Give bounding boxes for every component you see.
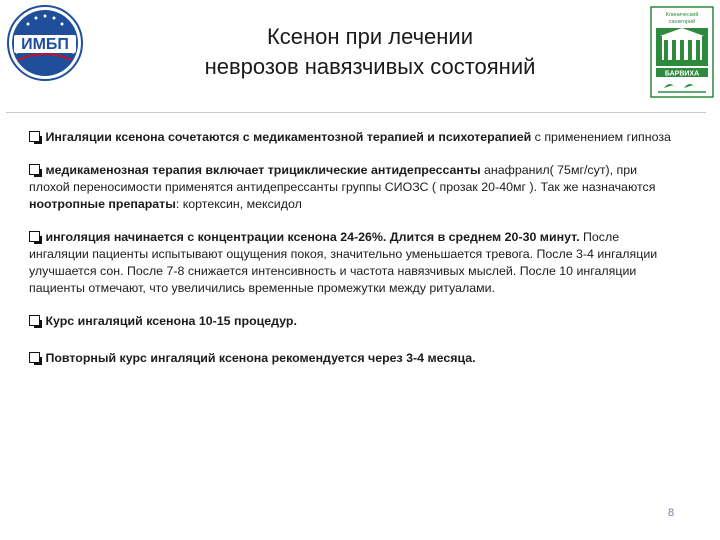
page-number: 8 <box>668 507 675 519</box>
paragraph-2-text-1: анафранил( 75мг/сут), при плохой переносимости применятся антидепрессанты группы СИОЗС ( прозак 20-40мг ). Так же назначаются <box>29 163 656 194</box>
paragraph-1-rest: с применением гипноза <box>531 130 671 144</box>
paragraph-5-bold: Повторный курс ингаляций ксенона рекомендуется через 3-4 месяца. <box>45 351 476 365</box>
paragraph-1-bold: Ингаляции ксенона сочетаются с медикаментозной терапией и психотерапией <box>45 130 532 144</box>
barvikha-logo-icon <box>650 6 714 98</box>
checkbox-bullet-icon <box>29 131 40 142</box>
slide-content <box>29 129 679 383</box>
paragraph-3-rest: После ингаляции пациенты испытывают ощущения покоя, значительно уменьшается тревога. После 3-4 ингаляции улучшается сон. После 7-8 снижается интенсивность и частота навязчивых мыслей. После 10 ингаляции пациенты отмечают, что увеличились временные промежутки между ритуалами. <box>29 230 658 295</box>
paragraph-4-bold: Курс ингаляций ксенона 10-15 процедур. <box>45 314 297 328</box>
barvikha-logo-text: БАРВИХА <box>664 70 700 78</box>
paragraph-3 <box>29 229 679 297</box>
paragraph-3-bold: инголяция начинается с концентрации ксенона 24-26%. Длится в среднем 20-30 минут. <box>45 230 580 244</box>
paragraph-2 <box>29 162 679 213</box>
paragraph-2-bold-2: ноотропные препараты <box>29 197 176 211</box>
checkbox-bullet-icon <box>29 315 40 326</box>
checkbox-bullet-icon <box>29 352 40 363</box>
paragraph-1 <box>29 129 679 146</box>
slide-title <box>150 22 590 82</box>
slide-title-line1: Ксенон при лечении <box>266 24 473 49</box>
imbp-logo-text: ИМБП <box>21 36 69 53</box>
title-divider <box>6 112 706 113</box>
checkbox-bullet-icon <box>29 231 40 242</box>
paragraph-5 <box>29 350 679 367</box>
svg-text:Клинический: Клинический <box>665 12 699 18</box>
paragraph-2-bold-1: медикаменозная терапия включает трициклические антидепрессанты <box>45 163 481 177</box>
checkbox-bullet-icon <box>29 164 40 175</box>
paragraph-4 <box>29 313 679 330</box>
paragraph-2-text-2: : кортексин, мексидол <box>175 197 302 211</box>
svg-text:санаторий: санаторий <box>668 19 696 25</box>
imbp-logo-icon <box>6 4 84 82</box>
slide-title-line2: неврозов навязчивых состояний <box>204 54 536 79</box>
